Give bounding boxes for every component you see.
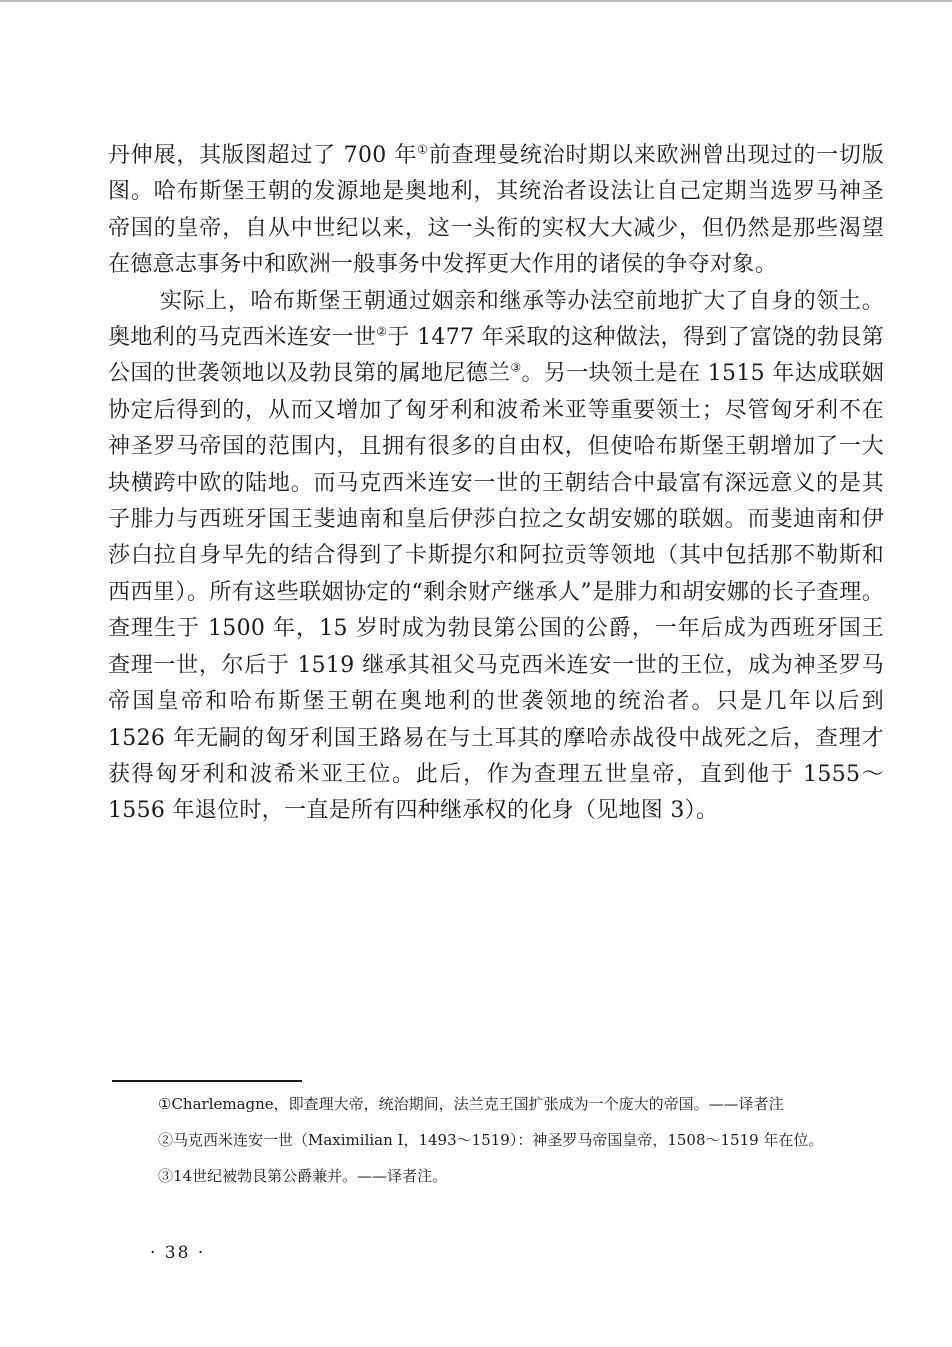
page-number: · 38 · [150,1243,206,1263]
footnote-3: ③14世纪被勃艮第公爵兼并。——译者注。 [158,1167,448,1185]
footnote-ref-3: ③ [510,361,522,376]
top-edge-rule [0,0,952,2]
footnote-1: ①Charlemagne，即查理大帝，统治期间，法兰克王国扩张成为一个庞大的帝国。——译者注 [158,1095,784,1113]
paragraph-2 [108,284,884,830]
footnote-2: ②马克西米连安一世（Maximilian Ⅰ，1493～1519）：神圣罗马帝国皇帝，1508～1519 年在位。 [158,1131,824,1149]
paragraph-2-text-a: 实际上，哈布斯堡王朝通过姻亲和继承等办法空前地扩大了自身的领土。奥地利的马克西米连安一世 [108,288,884,351]
footnote-ref-2: ② [376,324,388,339]
paragraph-1 [108,138,884,284]
paragraph-2-text-c: 。另一块领土是在 1515 年达成联姻协定后得到的，从而又增加了匈牙利和波希米亚等重要领土；尽管匈牙利不在神圣罗马帝国的范围内，且拥有很多的自由权，但使哈布斯堡王朝增加了一大块横跨中欧的陆地。而马克西米连安一世的王朝结合中最富有深远意义的是其子腓力与西班牙国王斐迪南和皇后伊莎白拉之女胡安娜的联姻。而斐迪南和伊莎白拉自身早先的结合得到了卡斯提尔和阿拉贡等领地（其中包括那不勒斯和西西里）。所有这些联姻协定的“剩余财产继承人”是腓力和胡安娜的长子查理。查理生于 1500 年，15 岁时成为勃艮第公国的公爵，一年后成为西班牙国王查理一世，尔后于 1519 继承其祖父马克西米连安一世的王位，成为神圣罗马帝国皇帝和哈布斯堡王朝在奥地利的世袭领地的统治者。只是几年以后到 1526 年无嗣的匈牙利国王路易在与土耳其的摩哈赤战役中战死之后，查理才获得匈牙利和波希米亚王位。此后，作为查理五世皇帝，直到他于 1555～1556 年退位时，一直是所有四种继承权的化身（见地图 3）。 [108,361,885,824]
main-text [108,138,884,830]
footnote-separator [112,1080,302,1082]
paragraph-1-text-a: 丹伸展，其版图超过了 700 年 [108,143,418,168]
paragraph-2-text-b: 于 1477 年采取的这种做法，得到了富饶的勃艮第公国的世袭领地以及勃艮第的属地尼德兰 [108,325,884,387]
footnotes [158,1090,884,1198]
paragraph-1-text-b: 前查理曼统治时期以来欧洲曾出现过的一切版图。哈布斯堡王朝的发源地是奥地利，其统治者设法让自己定期当选罗马神圣帝国的皇帝，自从中世纪以来，这一头衔的实权大大减少，但仍然是那些渴望在德意志事务中和欧洲一般事务中发挥更大作用的诸侯的争夺对象。 [108,143,884,278]
footnote-ref-1: ① [417,142,429,157]
